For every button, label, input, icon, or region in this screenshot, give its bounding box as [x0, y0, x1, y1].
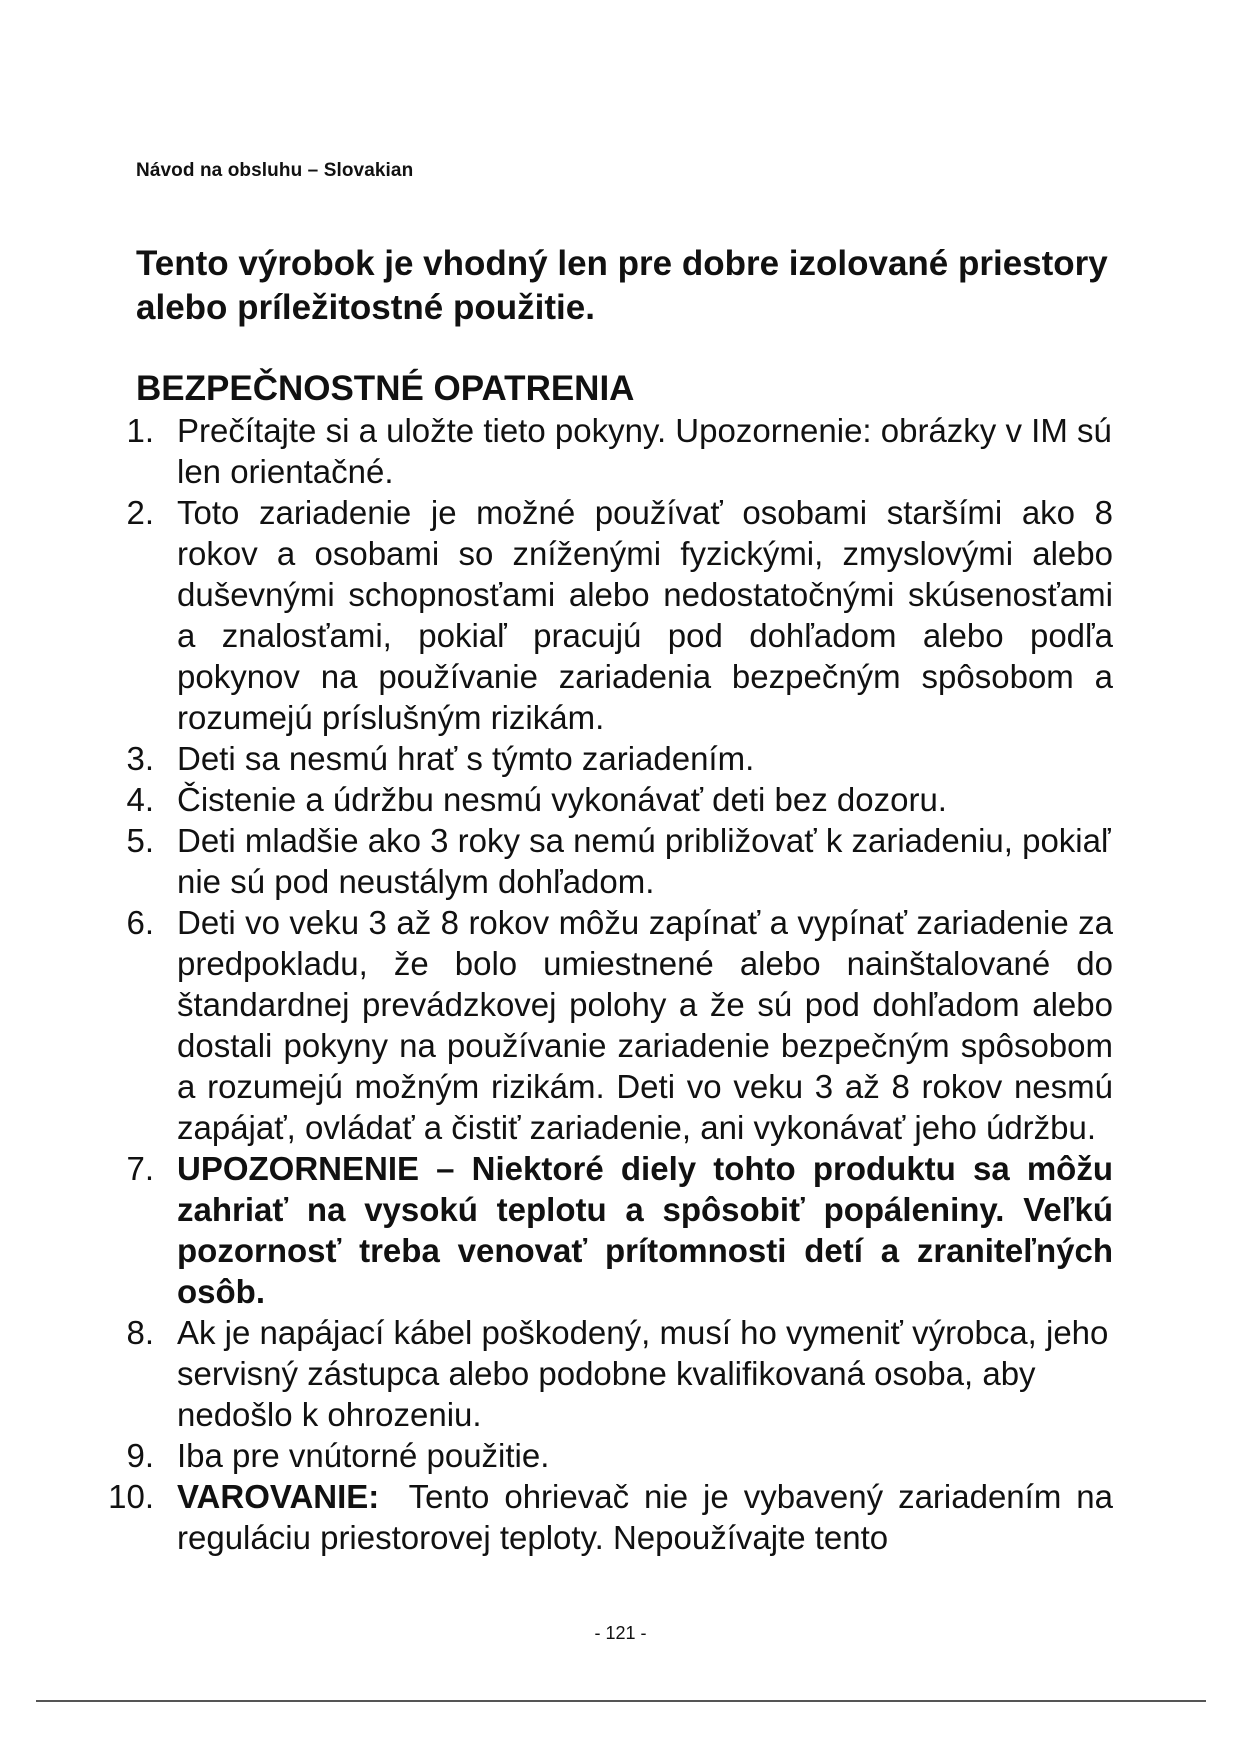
item-text: Iba pre vnútorné použitie.: [177, 1437, 550, 1474]
item-text: Toto zariadenie je možné používať osobami staršími ako 8 rokov a osobami so zníženými fyzickými, zmyslovými alebo duševnými schopnosťami alebo nedostatočnými skúsenosťami a znalosťami, pokiaľ pracujú pod dohľadom alebo podľa pokynov na používanie zariadenia bezpečným spôsobom a rozumejú príslušným rizikám.: [177, 494, 1113, 736]
item-label: VAROVANIE:: [177, 1478, 380, 1515]
list-item: [0, 738, 1241, 779]
list-item: [0, 1435, 1241, 1476]
item-text: [177, 1476, 1113, 1558]
section-title: BEZPEČNOSTNÉ OPATRENIA: [136, 369, 635, 408]
item-number: 10.: [108, 1478, 154, 1515]
list-item: [0, 492, 1241, 738]
item-number: 2.: [126, 494, 154, 531]
safety-list: [0, 410, 1241, 1558]
item-number: 1.: [126, 412, 154, 449]
list-item: [0, 1312, 1241, 1435]
item-number: 3.: [126, 740, 154, 777]
list-item: [0, 410, 1241, 492]
item-text: Čistenie a údržbu nesmú vykonávať deti bez dozoru.: [177, 781, 947, 818]
list-item: [0, 1476, 1241, 1558]
list-item: [0, 779, 1241, 820]
item-text: Deti vo veku 3 až 8 rokov môžu zapínať a vypínať zariadenie za predpokladu, že bolo umiestnené alebo nainštalované do štandardnej prevádzkovej polohy a že sú pod dohľadom alebo dostali pokyny na používanie zariadenie bezpečným spôsobom a rozumejú možným rizikám. Deti vo veku 3 až 8 rokov nesmú zapájať, ovládať a čistiť zariadenie, ani vykonávať jeho údržbu.: [177, 904, 1113, 1146]
list-item: [0, 820, 1241, 902]
list-item: [0, 902, 1241, 1148]
item-number: 4.: [126, 781, 154, 818]
item-number: 7.: [126, 1150, 154, 1187]
item-number: 8.: [126, 1314, 154, 1351]
item-text: Prečítajte si a uložte tieto pokyny. Upozornenie: obrázky v IM sú len orientačné.: [177, 412, 1112, 490]
intro-statement: Tento výrobok je vhodný len pre dobre izolované priestory alebo príležitostné použitie.: [136, 244, 1108, 327]
item-text: Deti sa nesmú hrať s týmto zariadením.: [177, 740, 755, 777]
item-number: 9.: [126, 1437, 154, 1474]
footer-divider: [36, 1700, 1206, 1702]
item-text: Ak je napájací kábel poškodený, musí ho vymeniť výrobca, jeho servisný zástupca alebo podobne kvalifikovaná osoba, aby nedošlo k ohrozeniu.: [177, 1314, 1109, 1433]
item-number: 5.: [126, 822, 154, 859]
list-item-warning: [0, 1148, 1241, 1312]
item-text: UPOZORNENIE – Niektoré diely tohto produktu sa môžu zahriať na vysokú teplotu a spôsobiť popáleniny. Veľkú pozornosť treba venovať prítomnosti detí a zraniteľných osôb.: [177, 1150, 1113, 1310]
item-number: 6.: [126, 904, 154, 941]
page-number: - 121 -: [594, 1623, 647, 1643]
item-body: Tento ohrievač nie je vybavený zariadením na reguláciu priestorovej teploty. Nepoužívajte tento: [177, 1478, 1113, 1556]
document-header: Návod na obsluhu – Slovakian: [136, 160, 414, 181]
item-text: Deti mladšie ako 3 roky sa nemú približovať k zariadeniu, pokiaľ nie sú pod neustálym dohľadom.: [177, 822, 1111, 900]
